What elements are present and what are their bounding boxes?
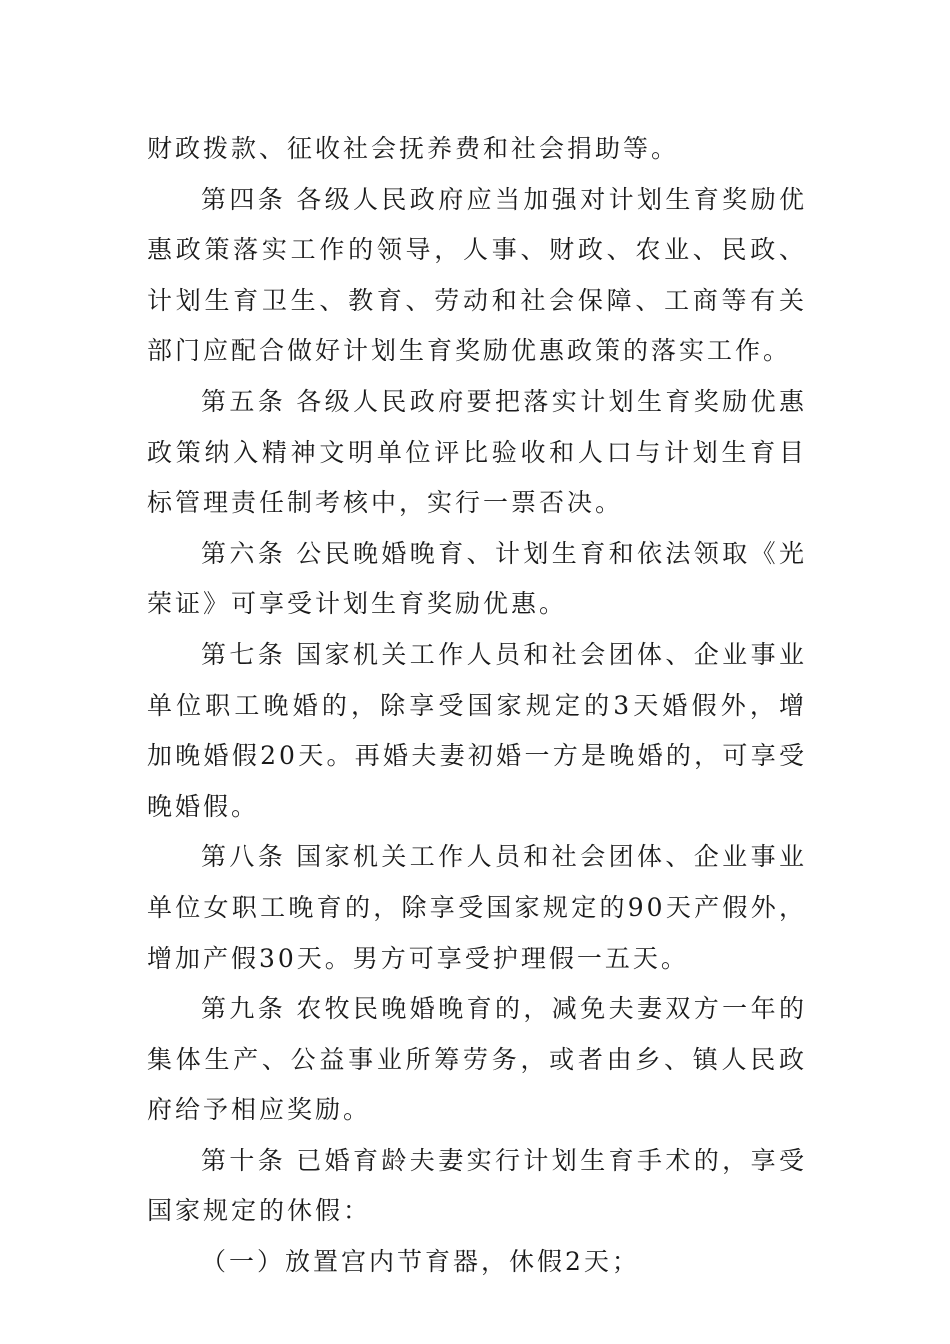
article-7 <box>147 630 807 832</box>
article-number: 第六条 <box>201 538 287 568</box>
list-item <box>147 1237 807 1288</box>
article-number: 第五条 <box>201 386 287 416</box>
article-10 <box>147 1136 807 1237</box>
paragraph-text: 国家机关工作人员和社会团体、企业事业单位女职工晚育的，除享受国家规定的90天产假外，增加产假30天。男方可享受护理假一五天。 <box>147 842 807 973</box>
article-number: 第十条 <box>201 1145 287 1175</box>
paragraph-text: 各级人民政府应当加强对计划生育奖励优惠政策落实工作的领导，人事、财政、农业、民政、计划生育卫生、教育、劳动和社会保障、工商等有关部门应配合做好计划生育奖励优惠政策的落实工作。 <box>147 184 807 366</box>
document-body <box>147 124 807 1288</box>
paragraph-text: 国家机关工作人员和社会团体、企业事业单位职工晚婚的，除享受国家规定的3天婚假外，增加晚婚假20天。再婚夫妻初婚一方是晚婚的，可享受晚婚假。 <box>147 639 807 821</box>
paragraph-text: 农牧民晚婚晚育的，减免夫妻双方一年的集体生产、公益事业所筹劳务，或者由乡、镇人民政府给予相应奖励。 <box>147 994 807 1125</box>
paragraph-text: 各级人民政府要把落实计划生育奖励优惠政策纳入精神文明单位评比验收和人口与计划生育目标管理责任制考核中，实行一票否决。 <box>147 386 807 518</box>
paragraph-text: 公民晚婚晚育、计划生育和依法领取《光荣证》可享受计划生育奖励优惠。 <box>147 538 807 619</box>
article-8 <box>147 832 807 984</box>
article-9 <box>147 984 807 1136</box>
paragraph-text: 已婚育龄夫妻实行计划生育手术的，享受国家规定的休假： <box>147 1145 807 1226</box>
article-4 <box>147 175 807 377</box>
article-number: 第七条 <box>201 639 287 669</box>
paragraph-continued <box>147 124 807 175</box>
paragraph-text: 财政拨款、征收社会抚养费和社会捐助等。 <box>147 134 680 163</box>
article-number: 第九条 <box>201 994 287 1024</box>
paragraph-text: （一）放置宫内节育器，休假2天； <box>201 1247 640 1277</box>
article-6 <box>147 529 807 630</box>
article-number: 第八条 <box>201 842 287 872</box>
article-number: 第四条 <box>201 184 287 214</box>
article-5 <box>147 377 807 529</box>
